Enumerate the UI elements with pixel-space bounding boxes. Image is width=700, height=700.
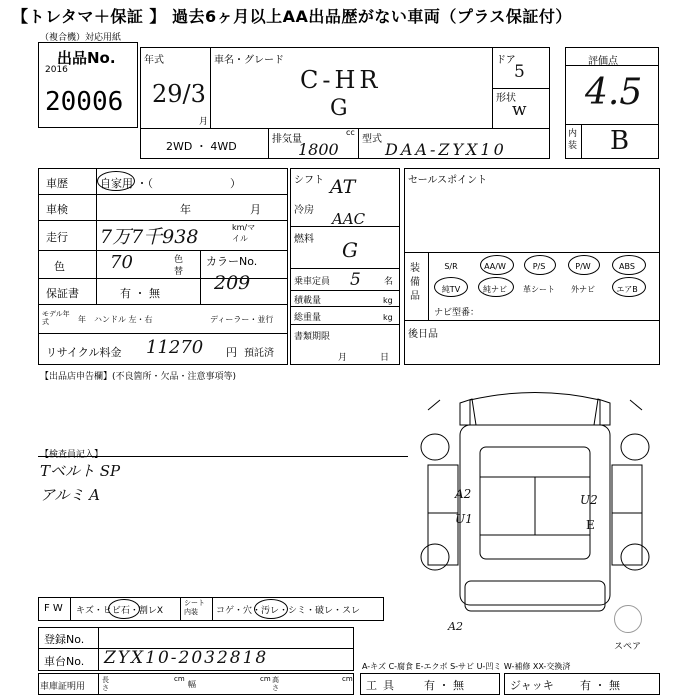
handle-label: ハンドル 左・右 (94, 315, 153, 324)
inspector-label: 【検査員記入】 (40, 450, 104, 460)
circle-pw (568, 255, 600, 275)
header-title: 【トレタマ＋保証 】 過去6ヶ月以上AA出品歴がない車両（プラス保証付） (12, 7, 572, 26)
recycle-unit: 円 (226, 346, 237, 359)
car-name-value: C-HR (300, 66, 382, 94)
score-label: 評価点 (588, 56, 618, 67)
reg-history-label: 車歴 (46, 177, 68, 190)
spare-label: スペア (614, 642, 642, 652)
mileage-value: 7万7千938 (100, 226, 199, 248)
warranty-value: 有 ・ 無 (120, 287, 160, 300)
mileage-label: 走行 (46, 231, 68, 244)
spare-tire-icon (614, 605, 642, 633)
equip-sr: S/R (444, 262, 458, 271)
model-value: DAA-ZYX10 (385, 140, 507, 159)
lot-label: 出品No. (57, 49, 116, 67)
shape-label: 形状 (496, 93, 516, 104)
fuel-label: 燃料 (294, 234, 314, 245)
circle-aaw (480, 255, 514, 275)
circle-airbag (612, 277, 646, 297)
after-items-label: 後日品 (408, 329, 438, 340)
displacement-value: 1800 (298, 140, 339, 159)
capacity-label: 乗車定員 (294, 277, 331, 287)
header-banner (0, 0, 700, 30)
color-no-value: 209 (214, 272, 251, 294)
cm-1: cm (174, 675, 185, 683)
warranty-label: 保証書 (46, 287, 79, 300)
displacement-unit: cc (346, 128, 355, 137)
capacity-value: 5 (350, 270, 361, 290)
lot-number: 20006 (45, 87, 124, 117)
circle-ps (524, 255, 556, 275)
equipment-label: 装備品 (410, 263, 420, 302)
shaken-year: 年 (180, 203, 191, 216)
shift-label: シフト (294, 175, 324, 186)
length-label: 長さ (102, 676, 109, 692)
model-year-label: モデル年式 (42, 310, 70, 326)
lot-year-badge: 2016 (45, 65, 68, 75)
reg-history-value: 自家用 ・（ ） (100, 177, 241, 190)
circle-tv (434, 277, 468, 297)
inspector-line-1: Tベルト SP (40, 462, 121, 480)
equip-ps: P/S (532, 262, 546, 271)
diagram-mark-a2: A2 (455, 487, 472, 501)
load-label: 積載量 (294, 296, 322, 306)
fuel-value: G (342, 238, 358, 262)
equip-leather: 革シート (523, 285, 555, 294)
reg-circle (97, 171, 135, 191)
shift-value: AT (330, 176, 356, 198)
year-month-suffix: 月 (199, 117, 209, 127)
chassis-value: ZYX10-2032818 (104, 648, 269, 668)
car-name-label: 車名・グレード (214, 55, 284, 66)
year-label: 年式 (144, 55, 164, 66)
inspector-line-2: アルミ A (40, 486, 101, 504)
cm-3: cm (342, 675, 353, 683)
door-label: ドア (496, 55, 516, 66)
mileage-unit: km/マイル (232, 223, 256, 243)
equip-navi: 純ナビ (483, 285, 507, 294)
tools-value: 有 ・ 無 (424, 679, 464, 692)
tools-label: 工具 (366, 679, 400, 692)
equip-abs: ABS (619, 262, 635, 271)
ac-value: AAC (332, 210, 366, 228)
fw-options: キズ・ヒビ石・割レX (76, 606, 163, 616)
seat-options: コゲ・穴・汚レ・シミ・破レ・スレ (216, 606, 361, 616)
shape-value: w (512, 100, 527, 120)
model-year-year: 年 (78, 315, 86, 324)
color-label: 色 (54, 260, 65, 273)
drive-label: 2WD ・ 4WD (166, 140, 237, 153)
displacement-label: 排気量 (272, 134, 302, 145)
circle-navi (478, 277, 514, 297)
expiry-day: 日 (380, 353, 390, 363)
diagram-front-mark: A2 (448, 620, 463, 633)
navi-model-label: ナビ型番： (434, 308, 480, 318)
chassis-label: 車台No. (44, 655, 85, 668)
grade-value: G (330, 96, 348, 121)
model-label: 型式 (362, 134, 382, 145)
reg-no-label: 登録No. (44, 633, 85, 646)
circle-fw (108, 599, 140, 619)
equip-airbag: エアB (616, 285, 638, 294)
door-value: 5 (514, 62, 525, 82)
equip-ext-navi: 外ナビ (571, 285, 595, 294)
sales-point-label: セールスポイント (408, 175, 488, 186)
year-value: 29/3 (152, 80, 206, 108)
form-subtitle: （複合機）対応用紙 (40, 33, 122, 43)
capacity-unit: 名 (384, 277, 394, 287)
ac-label: 冷房 (294, 205, 314, 216)
color-change: 色替 (174, 255, 184, 277)
interior-value: B (610, 126, 630, 156)
interior-label: 内装 (568, 129, 578, 151)
damage-legend: A-キズ C-腐食 E-エクボ S-サビ U-凹ミ W-補修 XX-交換済 (362, 662, 571, 671)
width-label: 幅 (188, 680, 196, 689)
diagram-mark-e: E (586, 518, 595, 532)
fw-label: F W (44, 603, 63, 614)
equip-aaw: AA/W (484, 262, 506, 271)
cm-2: cm (260, 675, 271, 683)
shaken-month: 月 (250, 203, 261, 216)
lot-box (38, 42, 138, 128)
equip-tv: 純TV (441, 285, 461, 294)
recycle-note: 預託済 (244, 348, 274, 359)
load-unit: kg (383, 296, 393, 305)
diagram-mark-u2: U2 (580, 493, 598, 507)
seat-label: シート内装 (184, 599, 205, 616)
shaken-label: 車検 (46, 203, 68, 216)
garage-cert-box (38, 673, 354, 695)
diagram-mark-u1: U1 (455, 512, 473, 526)
score-value: 4.5 (585, 72, 643, 113)
expiry-label: 書類期限 (294, 332, 331, 342)
dealer-label: ディーラー・並行 (210, 315, 274, 324)
color-value: 70 (110, 252, 133, 273)
height-label: 高さ (272, 676, 279, 692)
declaration-label: 【出品店申告欄】(不良箇所・欠品・注意事項等) (40, 372, 237, 382)
equip-pw: P/W (575, 262, 591, 271)
recycle-label: リサイクル料金 (46, 346, 122, 359)
garage-cert-label: 車庫証明用 (40, 682, 86, 692)
recycle-value: 11270 (146, 337, 204, 358)
gross-unit: kg (383, 313, 393, 322)
jack-value: 有 ・ 無 (580, 679, 620, 692)
car-damage-diagram (400, 385, 670, 625)
jack-label: ジャッキ (510, 679, 554, 692)
gross-label: 総重量 (294, 313, 322, 323)
circle-abs (612, 255, 646, 275)
color-no-label: カラーNo. (206, 255, 258, 268)
expiry-month: 月 (338, 353, 348, 363)
circle-seat (254, 599, 288, 619)
